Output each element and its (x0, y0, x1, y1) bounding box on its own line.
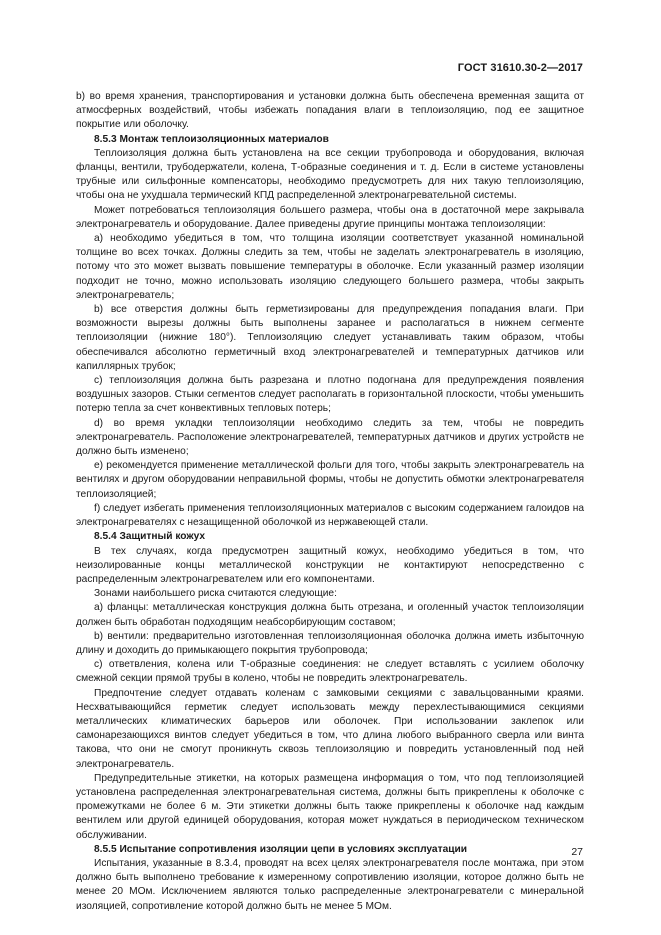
document-code-header: ГОСТ 31610.30-2—2017 (457, 62, 583, 74)
page-number: 27 (571, 846, 583, 858)
section-heading-8-5-3: 8.5.3 Монтаж теплоизоляционных материалов (94, 133, 329, 145)
list-item: b) вентили: предварительно изготовленная теплоизоляционная оболочка должна иметь избыточную длину и доходить до примыкающего покрытия трубопровода; (76, 630, 584, 656)
paragraph: Предупредительные этикетки, на которых размещена информация о том, что под теплоизоляцией установлена распределенная электронагревательная система, должны быть прикреплены к оболочке с промежутками не более 6 м. Эти этикетки должны быть также прикреплены к оболочке над каждым вентилем или другой единицей оборудования, которая может нуждаться в периодическом техническом обслуживании. (76, 772, 584, 841)
list-item: f) следует избегать применения теплоизоляционных материалов с высоким содержанием галоидов на электронагревателях с незащищенной оболочкой из нержавеющей стали. (76, 502, 584, 529)
paragraph-item-b-storage: b) во время хранения, транспортирования и установки должна быть обеспечена временная защита от атмосферных воздействий, чтобы избежать попадания влаги в теплоизоляцию, под ее защитное покрытие или оболочку. (76, 91, 584, 131)
paragraph: Может потребоваться теплоизоляция большего размера, чтобы она в достаточной мере закрывала электронагреватель и оборудование. Далее приведены другие принципы монтажа теплоизоляции: (76, 204, 584, 230)
section-heading-8-5-5: 8.5.5 Испытание сопротивления изоляции цепи в условиях эксплуатации (94, 843, 468, 855)
paragraph: Испытания, указанные в 8.3.4, проводят на всех целях электронагревателя после монтажа, при этом должно быть выполнено требование к измеренному сопротивлению изоляции, которое должно быть не менее 20 МОм. Исключением являются только распределенные электронагреватели с минеральной изоляцией, сопротивление которой должно быть не менее 5 МОм. (76, 857, 584, 912)
paragraph: В тех случаях, когда предусмотрен защитный кожух, необходимо убедиться в том, что неизолированные концы металлической конструкции не контактируют непосредственно с распределенным электронагревателем или его компонентами. (76, 545, 584, 585)
list-item: d) во время укладки теплоизоляции необходимо следить за тем, чтобы не повредить электронагреватель. Расположение электронагревателей, температурных датчиков и других устройств не должно быть изменено; (76, 417, 584, 458)
list-item: e) рекомендуется применение металлической фольги для того, чтобы закрыть электронагреватель на вентилях и другом оборудовании неправильной формы, чтобы не допустить обмотки электронагревателя теплоизоляцией; (76, 460, 584, 500)
list-item: a) фланцы: металлическая конструкция должна быть отрезана, и оголенный участок теплоизоляции должен быть обработан подходящим неабсорбирующим составом; (76, 602, 584, 628)
paragraph: Теплоизоляция должна быть установлена на все секции трубопровода и оборудования, включая фланцы, вентили, трубодержатели, колена, Т-образные соединения и т. д. Если в системе установлены трубные или сильфонные компенсаторы, необходимо предусмотреть для них такую теплоизоляцию, чтобы она не ухудшала термический КПД распределенной электронагревательной системы. (76, 147, 584, 202)
document-body (76, 90, 584, 914)
paragraph: Предпочтение следует отдавать коленам с замковыми секциями с завальцованными краями. Несхватывающийся герметик следует использовать между перехлестывающимися секциями металлических климатических барьеров или оболочек. При использовании заклепок или самонарезающихся винтов следует убедиться в том, что длина любого выбранного сверла или винта такова, что они не смогут проникнуть сквозь теплоизоляцию и повредить установленный под ней электронагреватель. (76, 687, 584, 770)
list-item: c) теплоизоляция должна быть разрезана и плотно подогнана для предупреждения появления воздушных зазоров. Стыки сегментов следует располагать в горизонтальной плоскости, чтобы уменьшить потерю тепла за счет конвективных тепловых потерь; (76, 375, 584, 415)
paragraph: Зонами наибольшего риска считаются следующие: (94, 588, 337, 600)
list-item: c) ответвления, колена или Т-образные соединения: не следует вставлять с усилием оболочку смежной секции прямой трубы в колено, чтобы не повредить электронагреватель. (76, 659, 584, 685)
list-item: a) необходимо убедиться в том, что толщина изоляции соответствует указанной номинальной толщине во всех точках. Должны следить за тем, чтобы не заделать электронагреватель в изоляцию, потому что это может вызвать повышение температуры в оболочке. Если указанный размер изоляции подходит не точно, можно использовать изоляцию следующего большего размера, чтобы закрыть электронагреватель; (76, 233, 584, 301)
section-heading-8-5-4: 8.5.4 Защитный кожух (94, 531, 206, 543)
list-item: b) все отверстия должны быть герметизированы для предупреждения попадания влаги. При возможности вырезы должны быть выполнены заранее и располагаться в нижнем сегменте теплоизоляции (нижние 180°). Теплоизоляцию следует устанавливать таким образом, чтобы обеспечивался абсолютно герметичный вход электронагревателей и температурных датчиков или капиллярных трубок; (76, 304, 584, 372)
